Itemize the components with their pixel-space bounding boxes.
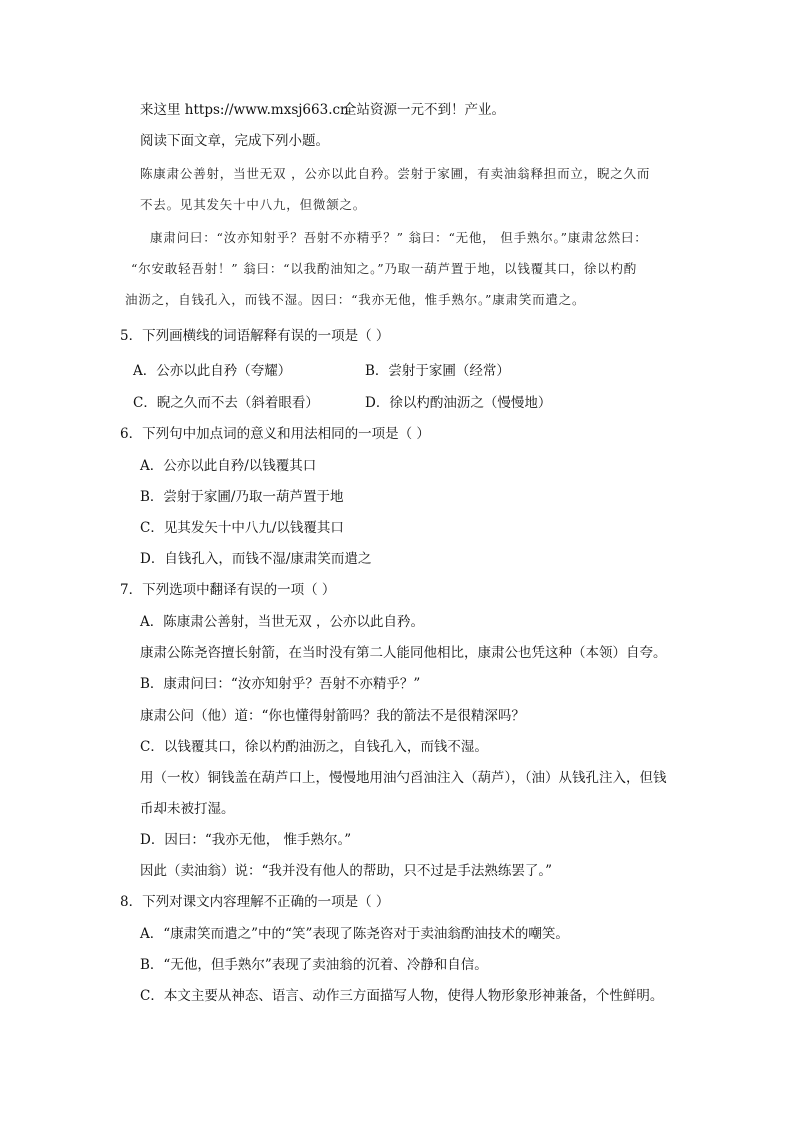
header-site: 来这里 https://www.mxsj663.cn: [140, 102, 349, 118]
passage-line: 陈康肃公善射，当世无双 ，公亦以此自矜。尝射于家圃，有卖油翁释担而立，睨之久而: [140, 166, 651, 181]
question-6-stem: 6．下列句中加点词的意义和用法相同的一项是（ ）: [120, 426, 430, 442]
question-8-stem: 8．下列对课文内容理解不正确的一项是（ ）: [120, 894, 390, 910]
question-6-option-a: A．公亦以此自矜/以钱覆其口: [140, 458, 317, 474]
question-8-option-c: C．本文主要从神态、语言、动作三方面描写人物，使得人物形象形神兼备，个性鲜明。: [140, 988, 664, 1004]
question-7-translation-d: 因此（卖油翁）说：“我并没有他人的帮助，只不过是手法熟练罢了。”: [140, 863, 553, 879]
passage-line: 不去。见其发矢十中八九，但微颔之。: [140, 197, 367, 212]
passage-line: 康肃问曰：“汝亦知射乎？吾射不亦精乎？” 翁曰：“无他， 但手熟尔。”康肃忿然曰：: [150, 230, 648, 245]
question-5-stem: 5．下列画横线的词语解释有误的一项是（ ）: [120, 328, 390, 344]
question-8-option-b: B．“无他，但手熟尔”表现了卖油翁的沉着、冷静和自信。: [140, 957, 488, 973]
header-slogan: 全站资源一元不到！产业。: [343, 102, 505, 118]
question-7-option-c: C．以钱覆其口，徐以杓酌油沥之，自钱孔入，而钱不湿。: [140, 739, 488, 755]
passage-line: “尔安敢轻吾射！” 翁曰：“以我酌油知之。”乃取一葫芦置于地，以钱覆其口，徐以杓酌: [131, 261, 638, 276]
question-6-option-d: D．自钱孔入，而钱不湿/康肃笑而遣之: [140, 551, 372, 567]
question-5-option-d: D．徐以杓酌油沥之（慢慢地）: [365, 395, 552, 411]
question-5-option-a: A．公亦以此自矜（夸耀）: [133, 363, 292, 379]
question-5-option-b: B．尝射于家圃（经常）: [365, 363, 510, 379]
passage-line: 油沥之，自钱孔入，而钱不湿。因曰：“我亦无他，惟手熟尔。”康肃笑而遣之。: [125, 292, 586, 307]
question-7-translation-c: 币却未被打湿。: [140, 801, 235, 817]
question-6-option-c: C．见其发矢十中八九/以钱覆其口: [140, 520, 344, 536]
question-7-translation-c: 用（一枚）铜钱盖在葫芦口上，慢慢地用油勺舀油注入（葫芦），（油）从钱孔注入，但钱: [140, 770, 667, 786]
question-7-option-b: B．康肃问曰：“汝亦知射乎？吾射不亦精乎？”: [140, 676, 421, 692]
question-6-option-b: B．尝射于家圃/乃取一葫芦置于地: [140, 489, 344, 505]
question-7-option-d: D．因曰：“我亦无他， 惟手熟尔。”: [140, 832, 352, 848]
question-7-stem: 7．下列选项中翻译有误的一项（ ）: [120, 582, 336, 598]
question-7-translation-a: 康肃公陈尧咨擅长射箭，在当时没有第二人能同他相比，康肃公也凭这种（本领）自夸。: [140, 645, 667, 661]
instruction: 阅读下面文章，完成下列小题。: [140, 133, 329, 149]
question-8-option-a: A．“康肃笑而遣之”中的“笑”表现了陈尧咨对于卖油翁酌油技术的嘲笑。: [140, 926, 569, 942]
question-5-option-c: C．睨之久而不去（斜着眼看）: [133, 395, 319, 411]
question-7-option-a: A．陈康肃公善射，当世无双 ，公亦以此自矜。: [140, 614, 425, 630]
question-7-translation-b: 康肃公问（他）道：“你也懂得射箭吗？我的箭法不是很精深吗？: [140, 708, 525, 724]
